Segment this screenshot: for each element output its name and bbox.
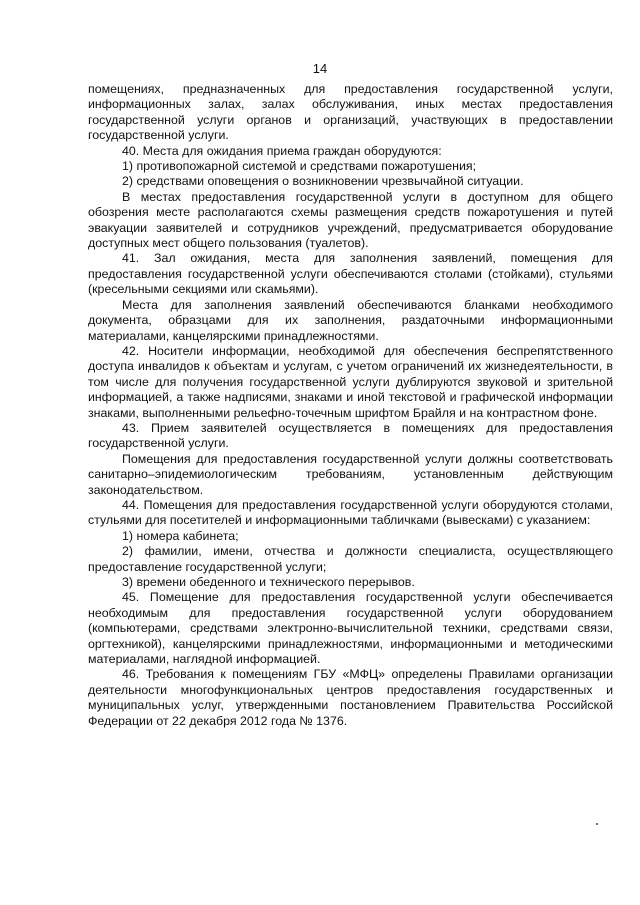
paragraph: Помещения для предоставления государственной услуги должны соответствовать санитарно–эпидемиологическим требованиям, установленным действующим законодательством. [88, 451, 613, 497]
scan-speck [596, 823, 598, 825]
paragraph: 45. Помещение для предоставления государственной услуги обеспечивается необходимым для предоставления государственной услуги оборудованием (компьютерами, средствами электронно-вычислительной техники, средствами связи, оргтехникой), канцелярскими принадлежностями, информационными и методическими материалами, наглядной информацией. [88, 590, 613, 667]
paragraph: помещениях, предназначенных для предоставления государственной услуги, информационных залах, залах обслуживания, иных местах предоставления государственной услуги органов и организаций, участвующих в предоставлении государственной услуги. [88, 82, 613, 143]
paragraph: Места для заполнения заявлений обеспечиваются бланками необходимого документа, образцами для их заполнения, раздаточными информационными материалами, канцелярскими принадлежностями. [88, 297, 613, 343]
paragraph: 1) противопожарной системой и средствами пожаротушения; [122, 159, 477, 174]
paragraph: 2) средствами оповещения о возникновении чрезвычайной ситуации. [122, 174, 524, 189]
paragraph: 1) номера кабинета; [122, 528, 239, 543]
paragraph: 42. Носители информации, необходимой для обеспечения беспрепятственного доступа инвалидов к объектам и услугам, с учетом ограничений их жизнедеятельности, в том числе для получения государственной услуги дублируются звуковой и зрительной информацией, а также надписями, знаками и иной текстовой и графической информации знаками, выполненными рельефно-точечным шрифтом Брайля и на контрастном фоне. [88, 343, 613, 420]
page-number: 14 [312, 61, 328, 76]
document-body [88, 82, 613, 729]
paragraph: 2) фамилии, имени, отчества и должности специалиста, осуществляющего предоставление государственной услуги; [88, 544, 613, 574]
paragraph: 3) времени обеденного и технического перерывов. [122, 575, 415, 589]
paragraph: 41. Зал ожидания, места для заполнения заявлений, помещения для предоставления государственной услуги обеспечиваются столами (стойками), стульями (кресельными секциями или скамьями). [88, 251, 613, 297]
paragraph: 44. Помещения для предоставления государственной услуги оборудуются столами, стульями для посетителей и информационными табличками (вывесками) с указанием: [88, 497, 613, 528]
paragraph: 43. Прием заявителей осуществляется в помещениях для предоставления государственной услуги. [88, 420, 613, 451]
paragraph: В местах предоставления государственной услуги в доступном для общего обозрения месте располагаются схемы размещения средств пожаротушения и путей эвакуации заявителей и сотрудников учреждений, предусматривается оборудование доступных мест общего пользования (туалетов). [88, 189, 613, 251]
paragraph: 40. Места для ожидания приема граждан оборудуются: [122, 143, 442, 158]
paragraph: 46. Требования к помещениям ГБУ «МФЦ» определены Правилами организации деятельности многофункциональных центров предоставления государственных и муниципальных услуг, утвержденными постановлением Правительства Российской Федерации от 22 декабря 2012 года № 1376. [88, 667, 613, 728]
